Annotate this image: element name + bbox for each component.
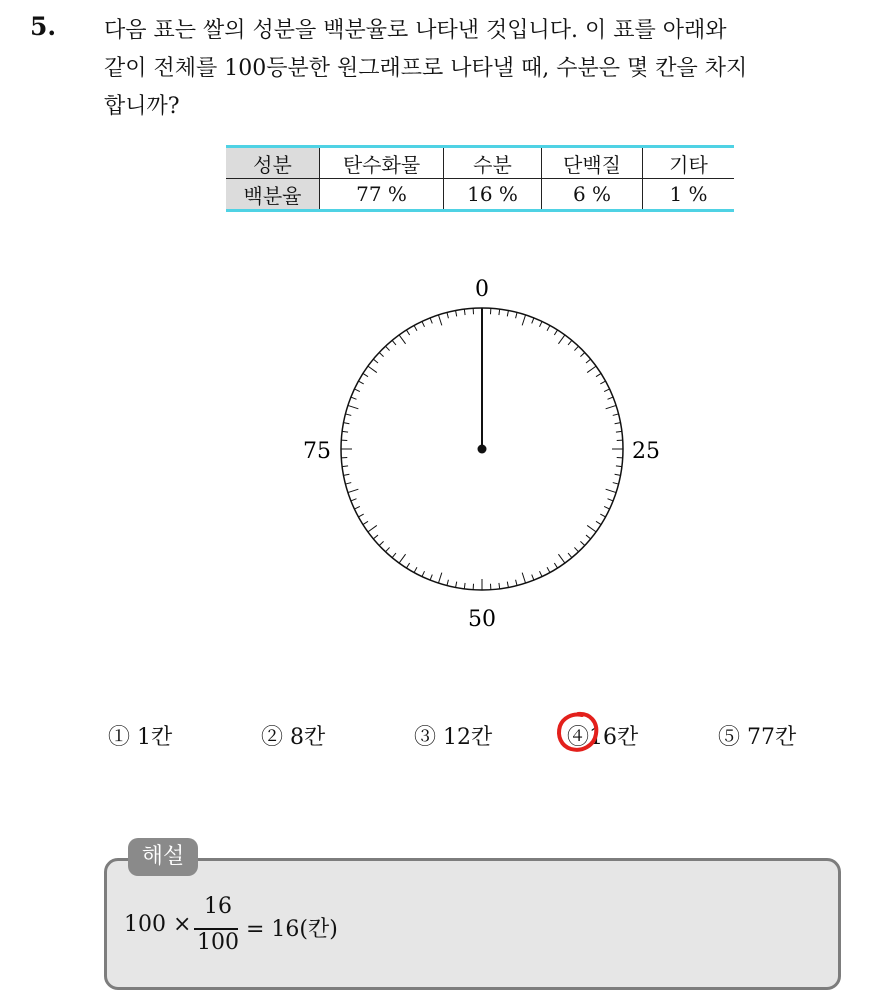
- dial-tick: [574, 346, 578, 350]
- question-number: 5.: [30, 12, 57, 41]
- dial-tick: [351, 499, 357, 501]
- table-cell: 1 %: [643, 179, 735, 211]
- dial-tick: [379, 352, 383, 356]
- dial-tick: [422, 321, 425, 326]
- dial-tick: [456, 582, 457, 588]
- dial-tick: [596, 373, 601, 376]
- dial-tick: [554, 563, 557, 568]
- choice-marker: ②: [261, 725, 284, 750]
- dial-tick: [615, 474, 621, 475]
- question-line: 다음 표는 쌀의 성분을 백분율로 나타낸 것입니다. 이 표를 아래와: [104, 18, 727, 43]
- table-row-label: 백분율: [226, 179, 320, 211]
- question-line: 합니까?: [104, 94, 180, 119]
- dial-tick: [522, 315, 525, 325]
- dial-tick: [558, 554, 564, 563]
- dial-tick: [406, 563, 409, 568]
- dial-tick: [568, 340, 572, 345]
- dial-tick: [600, 381, 605, 384]
- dial-tick: [616, 431, 622, 432]
- dial-tick: [363, 521, 368, 524]
- dial-tick: [385, 547, 389, 551]
- dial-center-dot: [478, 445, 487, 454]
- dial-tick: [385, 346, 389, 350]
- table-column-header: 기타: [643, 147, 735, 179]
- dial-tick: [586, 359, 591, 363]
- selected-answer-circle-icon: [554, 708, 602, 756]
- dial-tick: [613, 414, 619, 415]
- formula-lead: 100 ×: [124, 912, 192, 937]
- dial-tick: [608, 397, 614, 399]
- dial-tick: [606, 489, 616, 492]
- dial-tick: [392, 553, 396, 558]
- explanation-box: [104, 858, 841, 990]
- dial-tick: [447, 312, 448, 318]
- dial-tick: [522, 573, 525, 583]
- choice-marker: ④: [567, 725, 590, 750]
- dial-tick: [354, 389, 359, 392]
- dial-tick: [430, 318, 432, 324]
- dial-tick: [547, 325, 550, 330]
- dial-tick: [616, 466, 622, 467]
- dial-tick: [343, 423, 349, 424]
- dial-tick: [348, 489, 358, 492]
- dial-tick: [558, 335, 564, 344]
- dial-tick: [414, 325, 417, 330]
- dial-tick: [532, 318, 534, 324]
- question-line: 같이 전체를 100등분한 원그래프로 나타낼 때, 수분은 몇 칸을 차지: [104, 56, 748, 81]
- choice-2[interactable]: [261, 720, 325, 751]
- dial-tick: [399, 554, 405, 563]
- dial-tick: [438, 315, 441, 325]
- dial-tick: [342, 431, 348, 432]
- choice-text: 1칸: [137, 725, 173, 750]
- choice-3[interactable]: [414, 720, 492, 751]
- dial-tick: [342, 466, 348, 467]
- dial-tick: [379, 541, 383, 545]
- dial-tick: [516, 312, 517, 318]
- table-column-header: 탄수화물: [320, 147, 444, 179]
- dial-tick: [447, 580, 448, 586]
- dial-tick: [343, 474, 349, 475]
- dial-tick: [604, 506, 609, 509]
- dial-tick: [532, 575, 534, 581]
- dial-label-right: 25: [632, 439, 660, 464]
- dial-tick: [351, 397, 357, 399]
- table-cell: 77 %: [320, 179, 444, 211]
- dial-tick: [358, 381, 363, 384]
- dial-tick: [615, 423, 621, 424]
- dial-tick: [539, 571, 542, 576]
- table-cell: 6 %: [542, 179, 643, 211]
- choice-5[interactable]: [718, 720, 796, 751]
- choice-text: 16칸: [589, 725, 639, 750]
- dial-tick: [392, 340, 396, 345]
- table-header-label: 성분: [226, 147, 320, 179]
- dial-tick: [516, 580, 517, 586]
- dial-tick: [539, 321, 542, 326]
- formula-result: = 16(칸): [246, 917, 338, 942]
- choice-text: 8칸: [290, 725, 326, 750]
- dial-label-bottom: 50: [468, 607, 496, 632]
- dial-tick: [406, 330, 409, 335]
- dial-tick: [507, 310, 508, 316]
- dial-tick: [507, 582, 508, 588]
- dial-tick: [363, 373, 368, 376]
- table-column-header: 수분: [444, 147, 542, 179]
- dial-tick: [422, 571, 425, 576]
- dial-tick: [368, 366, 377, 372]
- dial-label-left: 75: [303, 439, 331, 464]
- formula-numerator: 16: [204, 894, 232, 919]
- dial-tick: [373, 359, 378, 363]
- dial-tick: [608, 499, 614, 501]
- dial-tick: [604, 389, 609, 392]
- dial-tick: [596, 521, 601, 524]
- choice-text: 77칸: [747, 725, 797, 750]
- dial-tick: [414, 567, 417, 572]
- explanation-tag: 해설: [128, 838, 198, 876]
- dial-tick: [345, 414, 351, 415]
- dial-tick: [547, 567, 550, 572]
- dial-tick: [568, 553, 572, 558]
- dial-tick: [399, 335, 405, 344]
- dial-tick: [430, 575, 432, 581]
- dial-tick: [345, 483, 351, 484]
- dial-tick: [587, 525, 596, 531]
- choice-marker: ⑤: [718, 725, 741, 750]
- dial-tick: [499, 309, 500, 315]
- dial-tick: [348, 405, 358, 408]
- choice-text: 12칸: [443, 725, 493, 750]
- formula-denominator: 100: [197, 930, 239, 955]
- dial-tick: [354, 506, 359, 509]
- dial-tick: [613, 483, 619, 484]
- dial-tick: [600, 514, 605, 517]
- dial-tick: [373, 535, 378, 539]
- table-column-header: 단백질: [542, 147, 643, 179]
- dial-tick: [358, 514, 363, 517]
- dial-tick: [456, 310, 457, 316]
- dial-tick: [587, 366, 596, 372]
- dial-tick: [580, 541, 584, 545]
- dial-tick: [606, 405, 616, 408]
- dial-tick: [368, 525, 377, 531]
- dial-tick: [464, 583, 465, 589]
- dial-label-top: 0: [475, 277, 489, 302]
- table-cell: 16 %: [444, 179, 542, 211]
- dial-tick: [574, 547, 578, 551]
- dial-tick: [586, 535, 591, 539]
- dial-tick: [464, 309, 465, 315]
- dial-tick: [580, 352, 584, 356]
- dial-tick: [438, 573, 441, 583]
- dial-tick: [554, 330, 557, 335]
- choice-marker: ③: [414, 725, 437, 750]
- dial-tick: [499, 583, 500, 589]
- choice-marker: ①: [108, 725, 131, 750]
- choice-1[interactable]: [108, 720, 172, 751]
